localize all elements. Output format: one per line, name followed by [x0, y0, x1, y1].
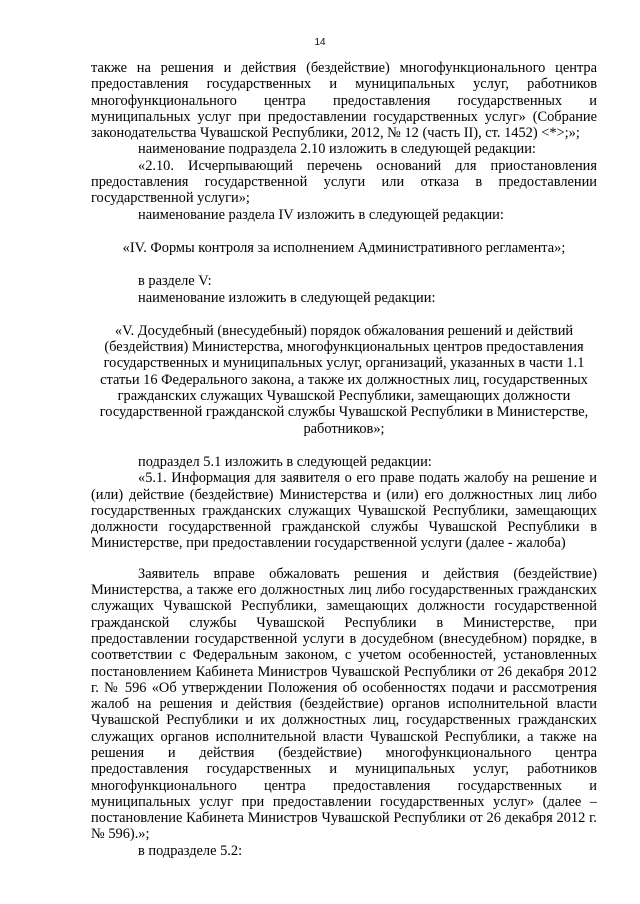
- spacer: [91, 437, 597, 454]
- paragraph-quote-2-10: «2.10. Исчерпывающий перечень оснований для приостановления предоставления государственной услуги или отказа в предоставлении государственной услуги»;: [91, 157, 597, 207]
- heading-section-v: «V. Досудебный (внесудебный) порядок обжалования решений и действий (бездействия) Министерства, многофункциональных центров предоставления государственных и муниципальных услуг, организаций, указанных в части 1.1 статьи 16 Федерального закона, а также их должностных лиц, государственных гражданских служащих Чувашской Республики, замещающих должности государственной гражданской службы Чувашской Республики в Министерстве, работников»;: [99, 322, 589, 437]
- spacer: [91, 223, 597, 240]
- page-number: 14: [314, 37, 326, 48]
- paragraph-instruction-name: наименование изложить в следующей редакции:: [138, 289, 436, 306]
- spacer: [91, 256, 597, 273]
- paragraph-instruction-5-2: в подразделе 5.2:: [138, 842, 243, 859]
- paragraph-instruction-2-10: наименование подраздела 2.10 изложить в следующей редакции:: [138, 141, 536, 158]
- paragraph-instruction-5-1: подраздел 5.1 изложить в следующей редакции:: [138, 453, 432, 470]
- paragraph-applicant-rights: Заявитель вправе обжаловать решения и действия (бездействие) Министерства, а также его должностных лиц либо государственных гражданских служащих Чувашской Республики, замещающих должности государственной гражданской службы Чувашской Республики в Министерстве, при предоставлении государственной услуги в досудебном (внесудебном) порядке, в соответствии с Федеральным законом, с учетом особенностей, установленных постановлением Кабинета Министров Чувашской Республики от 26 декабря 2012 г. № 596 «Об утверждении Положения об особенностях подачи и рассмотрения жалоб на решения и действия (бездействие) органов исполнительной власти Чувашской Республики и их должностных лиц, государственных гражданских служащих органов исполнительной власти Чувашской Республики, а также на решения и действия (бездействие) многофункционального центра предоставления государственных и муниципальных услуг, работников многофункционального центра предоставления государственных и муниципальных услуг при предоставлении государственных услуг» (далее – постановление Кабинета Министров Чувашской Республики от 26 декабря 2012 г. № 596).»;: [91, 565, 597, 843]
- paragraph-continuation: также на решения и действия (бездействие) многофункционального центра предоставления государственных и муниципальных услуг, работников многофункционального центра предоставления государственных и муниципальных услуг при предоставлении государственных услуг» (Собрание законодательства Чувашской Республики, 2012, № 12 (часть II), ст. 1452) <*>;»;: [91, 60, 597, 142]
- paragraph-quote-5-1: «5.1. Информация для заявителя о его праве подать жалобу на решение и (или) действие (бездействие) Министерства и (или) его должностных лиц либо государственных гражданских служащих Чувашской Республики, замещающих должности государственной гражданской службы Чувашской Республики в Министерстве, при предоставлении государственной услуги (далее - жалоба): [91, 470, 597, 552]
- heading-section-iv: «IV. Формы контроля за исполнением Административного регламента»;: [122, 239, 566, 256]
- spacer: [91, 306, 597, 323]
- paragraph-instruction-section-iv: наименование раздела IV изложить в следующей редакции:: [138, 206, 504, 223]
- document-body: [91, 60, 597, 859]
- spacer: [91, 552, 597, 566]
- paragraph-section-v: в разделе V:: [138, 273, 212, 290]
